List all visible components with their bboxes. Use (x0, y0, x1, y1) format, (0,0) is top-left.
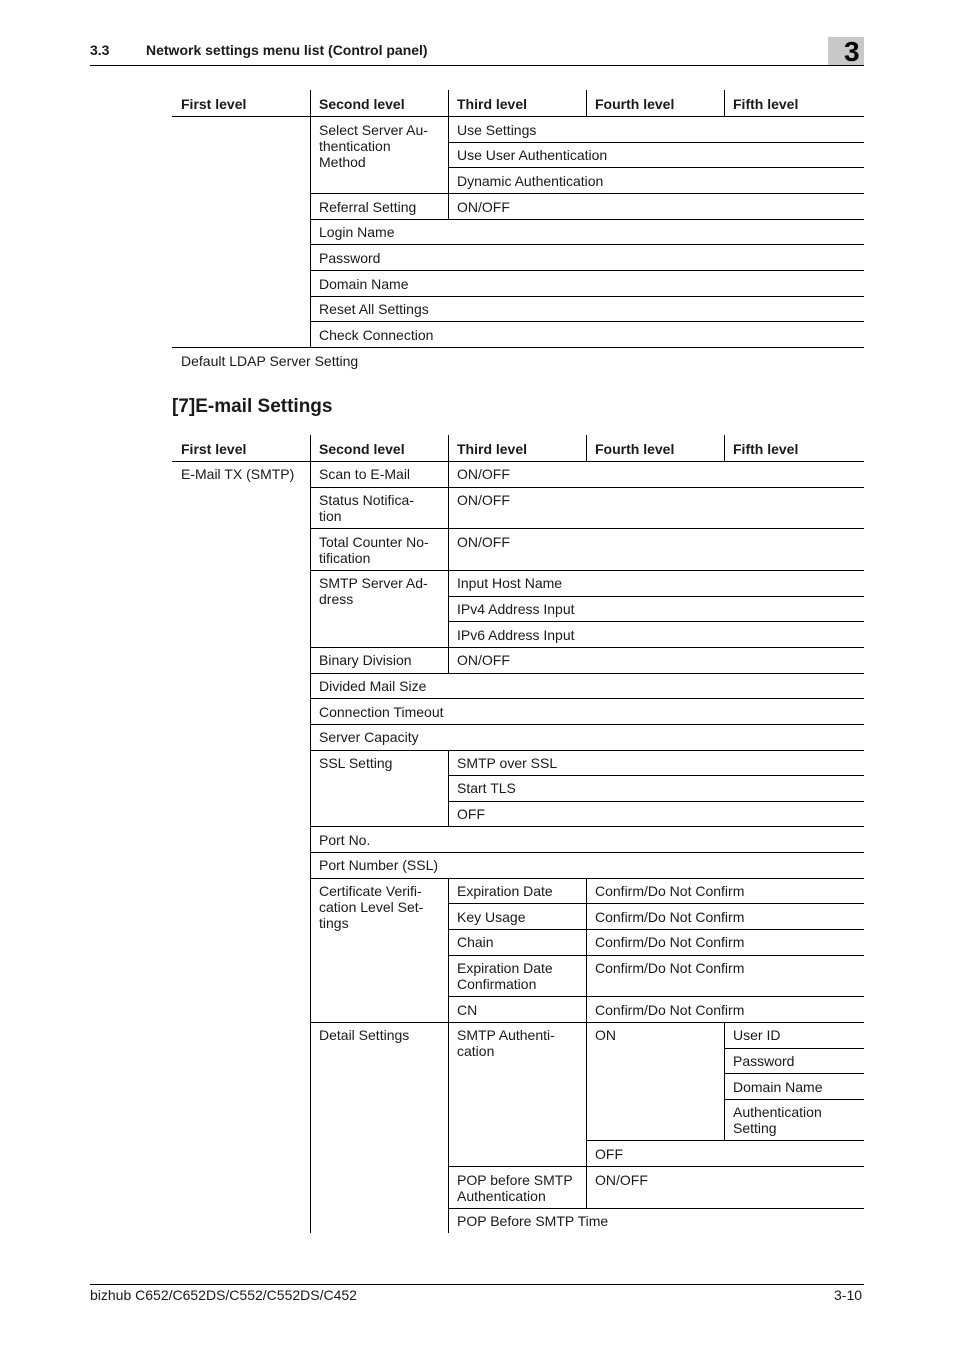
cell-key-usage: Key Usage (457, 909, 526, 925)
cell-password: Password (319, 250, 381, 266)
cell-reset-all-settings: Reset All Settings (319, 301, 429, 317)
divider (310, 461, 311, 1233)
col-header-fifth-level: Fifth level (733, 96, 799, 112)
cell-ssl-off: OFF (457, 806, 485, 822)
cell-auth-password: Password (733, 1053, 795, 1069)
divider (310, 435, 311, 461)
col-header-second-level: Second level (319, 441, 405, 457)
divider (448, 750, 449, 826)
cell-select-server-auth-method: Select Server Au- thentication Method (319, 122, 428, 170)
cell-status-notification: Status Notifica- tion (319, 492, 414, 524)
divider (311, 219, 864, 220)
cell-connection-timeout: Connection Timeout (319, 704, 444, 720)
cell-ipv6-address-input: IPv6 Address Input (457, 627, 575, 643)
divider (448, 435, 449, 461)
divider (448, 461, 449, 673)
cell-binary-division-value: ON/OFF (457, 652, 510, 668)
divider (311, 244, 864, 245)
divider (311, 321, 864, 322)
cell-certificate-verification-level-settings: Certificate Verifi- cation Level Set- tings (319, 883, 424, 931)
divider (449, 1166, 864, 1167)
chapter-number: 3 (844, 36, 860, 67)
divider (448, 116, 449, 219)
divider (448, 90, 449, 116)
cell-start-tls: Start TLS (457, 780, 516, 796)
col-header-first-level: First level (181, 441, 247, 457)
header-rule (90, 65, 864, 66)
divider (724, 435, 725, 461)
divider (310, 90, 311, 116)
cell-ipv4-address-input: IPv4 Address Input (457, 601, 575, 617)
cell-chain-value: Confirm/Do Not Confirm (595, 934, 745, 950)
divider (449, 996, 864, 997)
cell-authentication-setting: Authentication Setting (733, 1104, 822, 1136)
cell-smtp-auth-on: ON (595, 1027, 616, 1043)
divider (586, 90, 587, 116)
divider (172, 116, 864, 117)
divider (311, 647, 864, 648)
divider (311, 826, 864, 827)
divider (449, 1208, 864, 1209)
cell-input-host-name: Input Host Name (457, 575, 563, 591)
divider (725, 1099, 864, 1100)
divider (587, 1140, 864, 1141)
cell-email-tx-smtp: E-Mail TX (SMTP) (181, 466, 295, 482)
divider (172, 347, 864, 348)
divider (448, 878, 449, 1233)
divider (724, 90, 725, 116)
cell-domain-name: Domain Name (319, 276, 409, 292)
divider (449, 167, 864, 168)
cell-pop-before-smtp-time: POP Before SMTP Time (457, 1213, 609, 1229)
cell-server-capacity: Server Capacity (319, 729, 419, 745)
divider (311, 1022, 864, 1023)
divider (311, 296, 864, 297)
cell-smtp-over-ssl: SMTP over SSL (457, 755, 558, 771)
cell-scan-to-email: Scan to E-Mail (319, 466, 411, 482)
cell-pop-before-smtp-authentication: POP before SMTP Authentication (457, 1172, 573, 1204)
cell-total-counter-notification: Total Counter No- tification (319, 534, 429, 566)
cell-expiration-date-confirmation-value: Confirm/Do Not Confirm (595, 960, 745, 976)
divider (311, 878, 864, 879)
col-header-fourth-level: Fourth level (595, 96, 675, 112)
cell-smtp-server-address: SMTP Server Ad- dress (319, 575, 428, 607)
divider (311, 852, 864, 853)
cell-status-notification-value: ON/OFF (457, 492, 510, 508)
divider (725, 1073, 864, 1074)
section-title: Network settings menu list (Control panel) (146, 42, 428, 58)
cell-expiration-date: Expiration Date (457, 883, 553, 899)
cell-use-settings: Use Settings (457, 122, 537, 138)
cell-smtp-authentication: SMTP Authenti- cation (457, 1027, 555, 1059)
col-header-fifth-level: Fifth level (733, 441, 799, 457)
divider (311, 570, 864, 571)
section-number: 3.3 (90, 42, 110, 58)
cell-referral-value: ON/OFF (457, 199, 510, 215)
cell-user-id: User ID (733, 1027, 781, 1043)
divider (311, 193, 864, 194)
cell-scan-to-email-value: ON/OFF (457, 466, 510, 482)
section-heading: [7]E-mail Settings (172, 396, 333, 417)
divider (449, 142, 864, 143)
divider (724, 1022, 725, 1140)
divider (311, 487, 864, 488)
cell-expiration-date-confirmation: Expiration Date Confirmation (457, 960, 553, 992)
cell-dynamic-authentication: Dynamic Authentication (457, 173, 604, 189)
divider (311, 270, 864, 271)
cell-ssl-setting: SSL Setting (319, 755, 393, 771)
divider (449, 929, 864, 930)
cell-total-counter-value: ON/OFF (457, 534, 510, 550)
col-header-third-level: Third level (457, 96, 528, 112)
cell-auth-domain-name: Domain Name (733, 1079, 823, 1095)
footer-model: bizhub C652/C652DS/C552/C552DS/C452 (90, 1287, 357, 1303)
cell-check-connection: Check Connection (319, 327, 434, 343)
col-header-first-level: First level (181, 96, 247, 112)
col-header-second-level: Second level (319, 96, 405, 112)
cell-binary-division: Binary Division (319, 652, 412, 668)
divider (311, 673, 864, 674)
cell-divided-mail-size: Divided Mail Size (319, 678, 427, 694)
divider (311, 528, 864, 529)
divider (586, 435, 587, 461)
cell-cn: CN (457, 1002, 478, 1018)
cell-cn-value: Confirm/Do Not Confirm (595, 1002, 745, 1018)
divider (310, 116, 311, 347)
divider (311, 750, 864, 751)
footer-rule (90, 1284, 864, 1285)
divider (172, 461, 864, 462)
divider (586, 878, 587, 1208)
cell-default-ldap-server-setting: Default LDAP Server Setting (181, 353, 359, 369)
cell-key-usage-value: Confirm/Do Not Confirm (595, 909, 745, 925)
cell-referral-setting: Referral Setting (319, 199, 417, 215)
cell-port-no: Port No. (319, 832, 371, 848)
divider (449, 596, 864, 597)
divider (449, 903, 864, 904)
cell-login-name: Login Name (319, 224, 395, 240)
divider (449, 621, 864, 622)
divider (311, 724, 864, 725)
cell-smtp-auth-off: OFF (595, 1146, 623, 1162)
divider (449, 775, 864, 776)
divider (311, 698, 864, 699)
col-header-third-level: Third level (457, 441, 528, 457)
cell-detail-settings: Detail Settings (319, 1027, 410, 1043)
col-header-fourth-level: Fourth level (595, 441, 675, 457)
footer-page-number: 3-10 (834, 1287, 863, 1303)
divider (725, 1048, 864, 1049)
cell-chain: Chain (457, 934, 494, 950)
cell-expiration-date-value: Confirm/Do Not Confirm (595, 883, 745, 899)
divider (449, 955, 864, 956)
cell-use-user-authentication: Use User Authentication (457, 147, 608, 163)
cell-port-number-ssl: Port Number (SSL) (319, 857, 439, 873)
divider (449, 801, 864, 802)
cell-pop-before-smtp-auth-value: ON/OFF (595, 1172, 648, 1188)
